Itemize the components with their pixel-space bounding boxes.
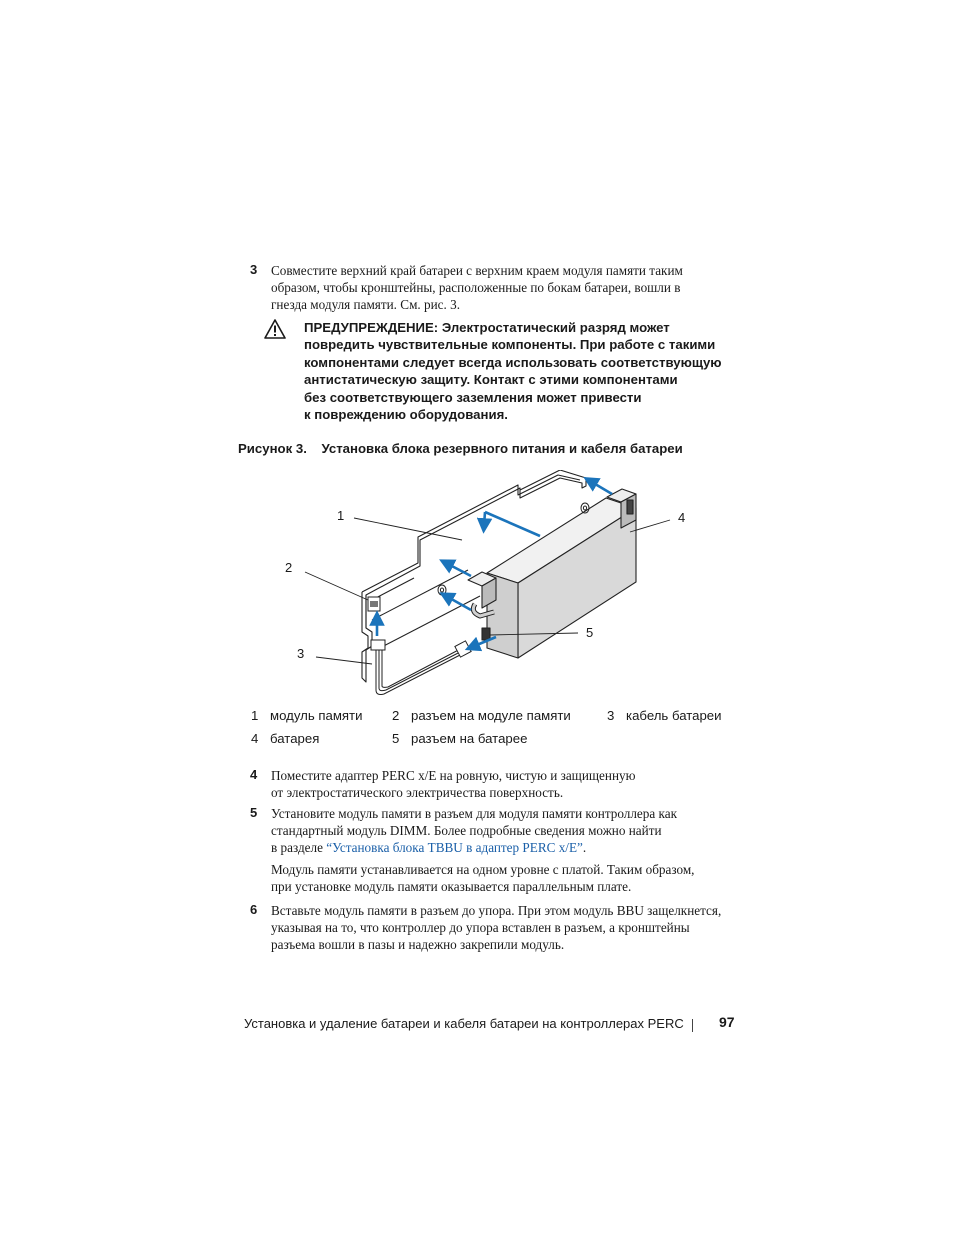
step-line	[271, 839, 741, 856]
callout-2: 2	[285, 560, 293, 575]
step-line: стандартный модуль DIMM. Более подробные сведения можно найти	[271, 823, 662, 839]
step-line: Совместите верхний край батареи с верхним краем модуля памяти таким	[271, 263, 683, 278]
legend-label: разъем на батарее	[411, 731, 528, 746]
legend-number: 4	[251, 731, 259, 746]
warning-text	[304, 319, 744, 423]
legend-number: 5	[392, 731, 400, 746]
legend-item	[251, 731, 319, 746]
legend-label: модуль памяти	[270, 708, 363, 723]
step-text	[271, 805, 741, 895]
legend-item	[607, 708, 722, 723]
legend-item	[251, 708, 362, 723]
warning-line: компонентами следует всегда использовать соответствующую	[304, 354, 722, 370]
legend-number: 2	[392, 708, 400, 723]
warning-line: повредить чувствительные компоненты. При работе с такими	[304, 337, 716, 353]
step-line: образом, чтобы кронштейны, расположенные по бокам батареи, вошли в	[271, 280, 681, 296]
figure-caption: Рисунок 3. Установка блока резервного питания и кабеля батареи	[238, 441, 683, 456]
step-number: 3	[250, 262, 258, 277]
legend-label: разъем на модуле памяти	[411, 708, 571, 723]
step-number: 5	[250, 805, 258, 820]
step-line: Поместите адаптер PERC x/E на ровную, чистую и защищенную	[271, 768, 636, 783]
step-note-line: Модуль памяти устанавливается на одном уровне с платой. Таким образом,	[271, 861, 695, 877]
step-line-prefix: в разделе	[271, 840, 327, 856]
step-note-line: при установке модуль памяти оказывается параллельным плате.	[271, 878, 632, 894]
step-line-suffix: .	[582, 840, 587, 856]
battery-cable-drawing	[371, 640, 471, 695]
step-line: Вставьте модуль памяти в разъем до упора. При этом модуль BBU защелкнется,	[271, 903, 722, 918]
legend-number: 1	[251, 708, 259, 723]
callout-4: 4	[678, 510, 686, 525]
step-line: Установите модуль памяти в разъем для модуля памяти контроллера как	[271, 806, 677, 821]
warning-line: ПРЕДУПРЕЖДЕНИЕ: Электростатический разряд может	[304, 320, 670, 335]
tbbu-install-link[interactable]: “Установка блока TBBU в адаптер PERC x/E”	[326, 840, 583, 856]
step-line: гнезда модуля памяти. См. рис. 3.	[271, 297, 460, 313]
legend-item	[392, 731, 527, 746]
figure-illustration	[230, 470, 730, 700]
step-line: от электростатического электричества поверхность.	[271, 785, 564, 801]
warning-line: антистатическую защиту. Контакт с этими компонентами	[304, 372, 678, 388]
footer-title: Установка и удаление батареи и кабеля батареи на контроллерах PERC	[244, 1016, 684, 1031]
legend-label: батарея	[270, 731, 320, 746]
page-number: 97	[719, 1014, 735, 1030]
legend-label: кабель батареи	[626, 708, 722, 723]
memory-connector-drawing	[368, 597, 380, 611]
legend-number: 3	[607, 708, 615, 723]
callout-3: 3	[297, 646, 305, 661]
step-text	[271, 262, 741, 314]
footer-divider	[692, 1019, 693, 1032]
warning-line: к повреждению оборудования.	[304, 407, 508, 423]
legend-item	[392, 708, 571, 723]
warning-triangle-icon	[264, 319, 286, 339]
step-line: разъема вошли в пазы и надежно закрепили модуль.	[271, 937, 565, 953]
step-number: 6	[250, 902, 258, 917]
step-text	[271, 767, 741, 801]
step-text	[271, 902, 741, 954]
warning-line: без соответствующего заземления может привести	[304, 389, 642, 405]
callout-5: 5	[586, 625, 594, 640]
step-number: 4	[250, 767, 258, 782]
step-line: указывая на то, что контроллер до упора вставлен в разъем, а кронштейны	[271, 920, 690, 936]
callout-1: 1	[337, 508, 345, 523]
